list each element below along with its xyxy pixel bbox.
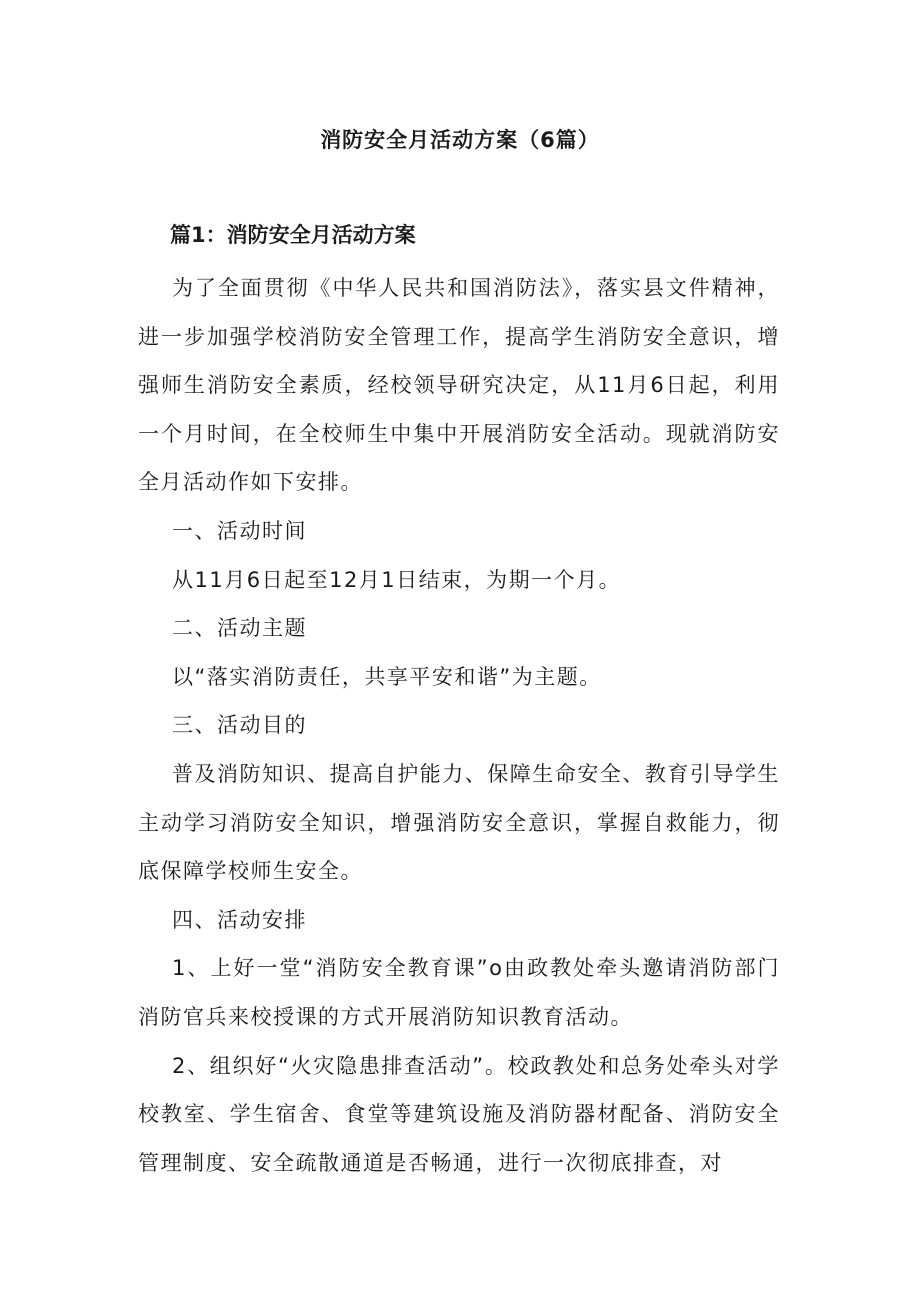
document-body: [138, 264, 780, 1187]
heading-activity-arrangement: 四、活动安排: [172, 907, 307, 932]
heading-activity-purpose: 三、活动目的: [172, 713, 307, 738]
paragraph-activity-purpose: 普及消防知识、提高自护能力、保障生命安全、教育引导学生主动学习消防安全知识，增强消防安全意识，掌握自救能力，彻底保障学校师生安全。: [138, 761, 780, 884]
paragraph-intro: 为了全面贯彻《中华人民共和国消防法》，落实县文件精神，进一步加强学校消防安全管理工作，提高学生消防安全意识，增强师生消防安全素质，经校领导研究决定，从11月6日起，利用一个月时间，在全校师生中集中开展消防安全活动。现就消防安全月活动作如下安排。: [138, 276, 780, 495]
paragraph-arrangement-2: 2、组织好“火灾隐患排查活动”。校政教处和总务处牵头对学校教室、学生宿舍、食堂等建筑设施及消防器材配备、消防安全管理制度、安全疏散通道是否畅通，进行一次彻底排查，对: [138, 1053, 780, 1175]
heading-activity-time: 一、活动时间: [172, 518, 307, 543]
document-title: 消防安全月活动方案（6篇）: [320, 128, 600, 152]
paragraph-activity-time: 从11月6日起至12月1日结束，为期一个月。: [172, 567, 622, 592]
heading-activity-theme: 二、活动主题: [172, 616, 307, 641]
paragraph-arrangement-1: 1、上好一堂“消防安全教育课”o由政教处牵头邀请消防部门消防官兵来校授课的方式开展消防知识教育活动。: [138, 956, 780, 1029]
paragraph-activity-theme: 以“落实消防责任，共享平安和谐”为主题。: [172, 664, 602, 689]
section-heading: 篇1：消防安全月活动方案: [170, 223, 416, 247]
